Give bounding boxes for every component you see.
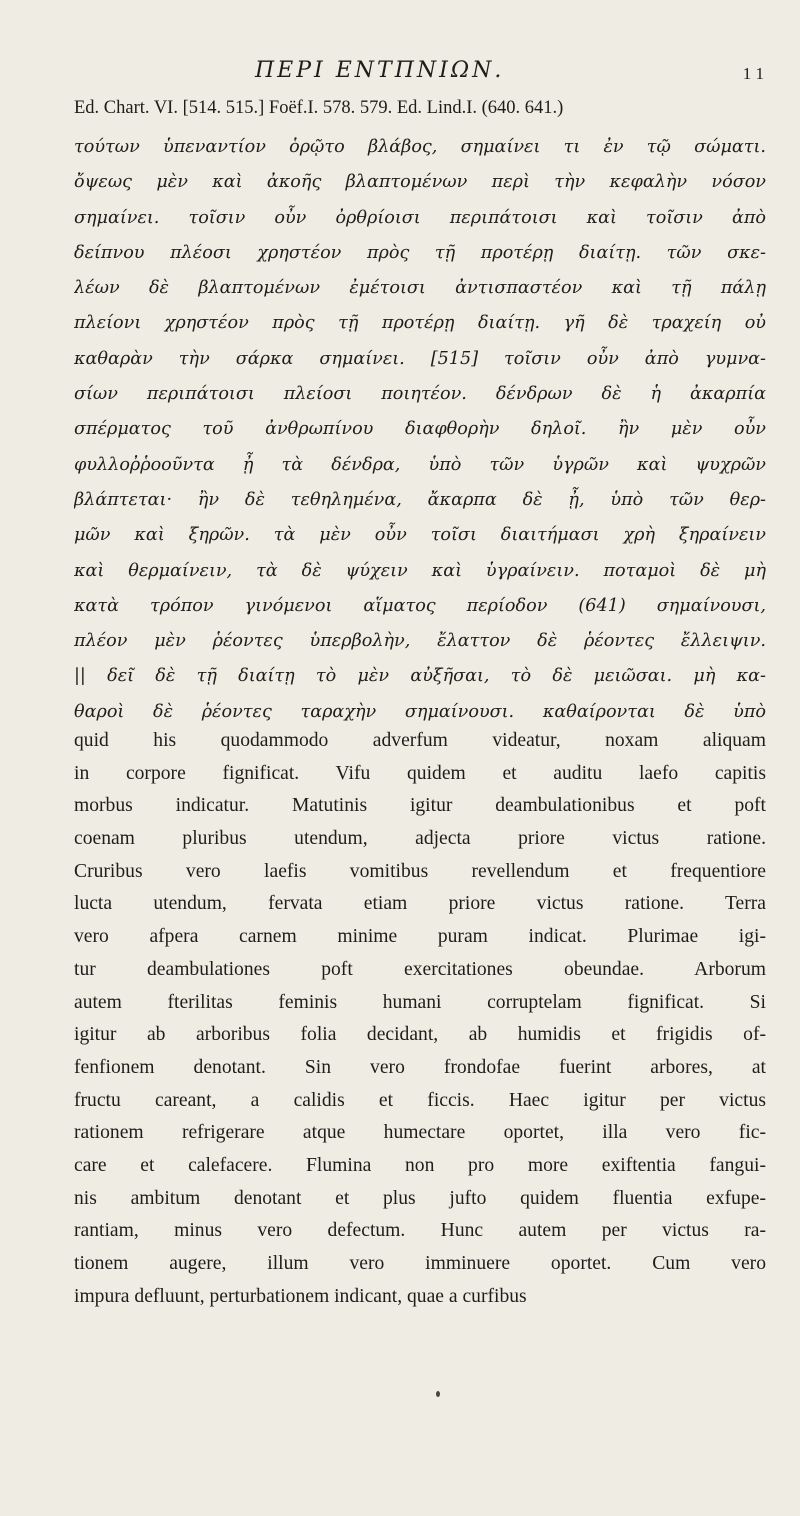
greek-line: λέων δὲ βλαπτομένων ἐμέτοισι ἀντισπαστέον καὶ τῇ πάλῃ bbox=[74, 278, 766, 299]
greek-line: φυλλοῤῥοοῦντα ᾖ τὰ δένδρα, ὑπὸ τῶν ὑγρῶν καὶ ψυχρῶν bbox=[74, 454, 766, 475]
latin-line: impura defluunt, perturbationem indicant, quae a curfibus bbox=[74, 1285, 527, 1307]
greek-line: θαροὶ δὲ ῥέοντες ταραχὴν σημαίνουσι. καθαίρονται δὲ ὑπὸ bbox=[74, 701, 766, 722]
greek-line: κατὰ τρόπον γινόμενοι αἵματος περίοδον (641) σημαίνουσι, bbox=[74, 595, 766, 616]
greek-line: πλέον μὲν ῥέοντες ὑπερβολὴν, ἔλαττον δὲ ῥέοντες ἔλλειψιν. bbox=[74, 631, 766, 652]
ink-spot bbox=[436, 1391, 440, 1397]
latin-line: tionem augere, illum vero imminuere oportet. Cum vero bbox=[74, 1253, 766, 1274]
latin-line: quid his quodammodo adverfum videatur, noxam aliquam bbox=[74, 730, 766, 751]
latin-line: rationem refrigerare atque humectare oportet, illa vero fic- bbox=[74, 1122, 766, 1144]
page-title: ΠΕΡΙ ΕΝΤΠΝΙΩΝ. bbox=[255, 58, 505, 83]
greek-line: καὶ θερμαίνειν, τὰ δὲ ψύχειν καὶ ὑγραίνειν. ποταμοὶ δὲ μὴ bbox=[74, 560, 766, 581]
latin-line: fenfionem denotant. Sin vero frondofae fuerint arbores, at bbox=[74, 1056, 766, 1078]
greek-line: τούτων ὑπεναντίον ὁρῷτο βλάβος, σημαίνει τι ἐν τῷ σώματι. bbox=[74, 137, 766, 157]
latin-line: fructu careant, a calidis et ficcis. Haec igitur per victus bbox=[74, 1089, 766, 1111]
latin-line: vero afpera carnem minime puram indicat. Plurimae igi- bbox=[74, 926, 766, 948]
latin-line: rantiam, minus vero defectum. Hunc autem per victus ra- bbox=[74, 1220, 766, 1242]
greek-line: σίων περιπάτοισι πλείοσι ποιητέον. δένδρων δὲ ἡ ἀκαρπία bbox=[74, 384, 766, 405]
greek-line: σημαίνει. τοῖσιν οὖν ὀρθρίοισι περιπάτοισι καὶ τοῖσιν ἀπὸ bbox=[74, 207, 766, 228]
latin-line: tur deambulationes poft exercitationes obeundae. Arborum bbox=[74, 958, 766, 980]
greek-line: πλείονι χρηστέον πρὸς τῇ προτέρῃ διαίτῃ. γῆ δὲ τραχείη οὐ bbox=[74, 313, 766, 334]
greek-line: βλάπτεται· ἢν δὲ τεθηλημένα, ἄκαρπα δὲ ᾖ, ὑπὸ τῶν θερ- bbox=[74, 489, 766, 510]
latin-line: morbus indicatur. Matutinis igitur deambulationibus et poft bbox=[74, 795, 766, 817]
page-number: 1 1 bbox=[742, 64, 764, 83]
latin-line: care et calefacere. Flumina non pro more exiftentia fangui- bbox=[74, 1154, 766, 1176]
greek-line: ὄψεως μὲν καὶ ἀκοῆς βλαπτομένων περὶ τὴν κεφαλὴν νόσον bbox=[74, 172, 766, 193]
latin-line: Cruribus vero laefis vomitibus revellendum et frequentiore bbox=[74, 860, 766, 882]
latin-line: nis ambitum denotant et plus jufto quidem fluentia exfupe- bbox=[74, 1187, 766, 1209]
running-head bbox=[0, 58, 800, 92]
latin-line: in corpore fignificat. Vifu quidem et auditu laefo capitis bbox=[74, 762, 766, 784]
latin-line: autem fterilitas feminis humani corruptelam fignificat. Si bbox=[74, 991, 766, 1013]
latin-translation bbox=[74, 725, 766, 1313]
greek-line: μῶν καὶ ξηρῶν. τὰ μὲν οὖν τοῖσι διαιτήμασι χρὴ ξηραίνειν bbox=[74, 525, 766, 546]
latin-line: coenam pluribus utendum, adjecta priore victus ratione. bbox=[74, 828, 766, 850]
latin-line: igitur ab arboribus folia decidant, ab humidis et frigidis of- bbox=[74, 1024, 766, 1046]
greek-text bbox=[74, 130, 766, 730]
greek-line: || δεῖ δὲ τῇ διαίτῃ τὸ μὲν αὐξῆσαι, τὸ δὲ μειῶσαι. μὴ κα- bbox=[74, 666, 766, 687]
greek-line: δείπνου πλέοσι χρηστέον πρὸς τῇ προτέρῃ διαίτῃ. τῶν σκε- bbox=[74, 242, 766, 263]
greek-line: σπέρματος τοῦ ἀνθρωπίνου διαφθορὴν δηλοῖ. ἢν μὲν οὖν bbox=[74, 419, 766, 440]
latin-line: lucta utendum, fervata etiam priore victus ratione. Terra bbox=[74, 893, 766, 915]
edition-reference: Ed. Chart. VI. [514. 515.] Foëf.I. 578. 579. Ed. Lind.I. (640. 641.) bbox=[74, 98, 564, 118]
greek-line: καθαρὰν τὴν σάρκα σημαίνει. [515] τοῖσιν οὖν ἀπὸ γυμνα- bbox=[74, 348, 766, 369]
